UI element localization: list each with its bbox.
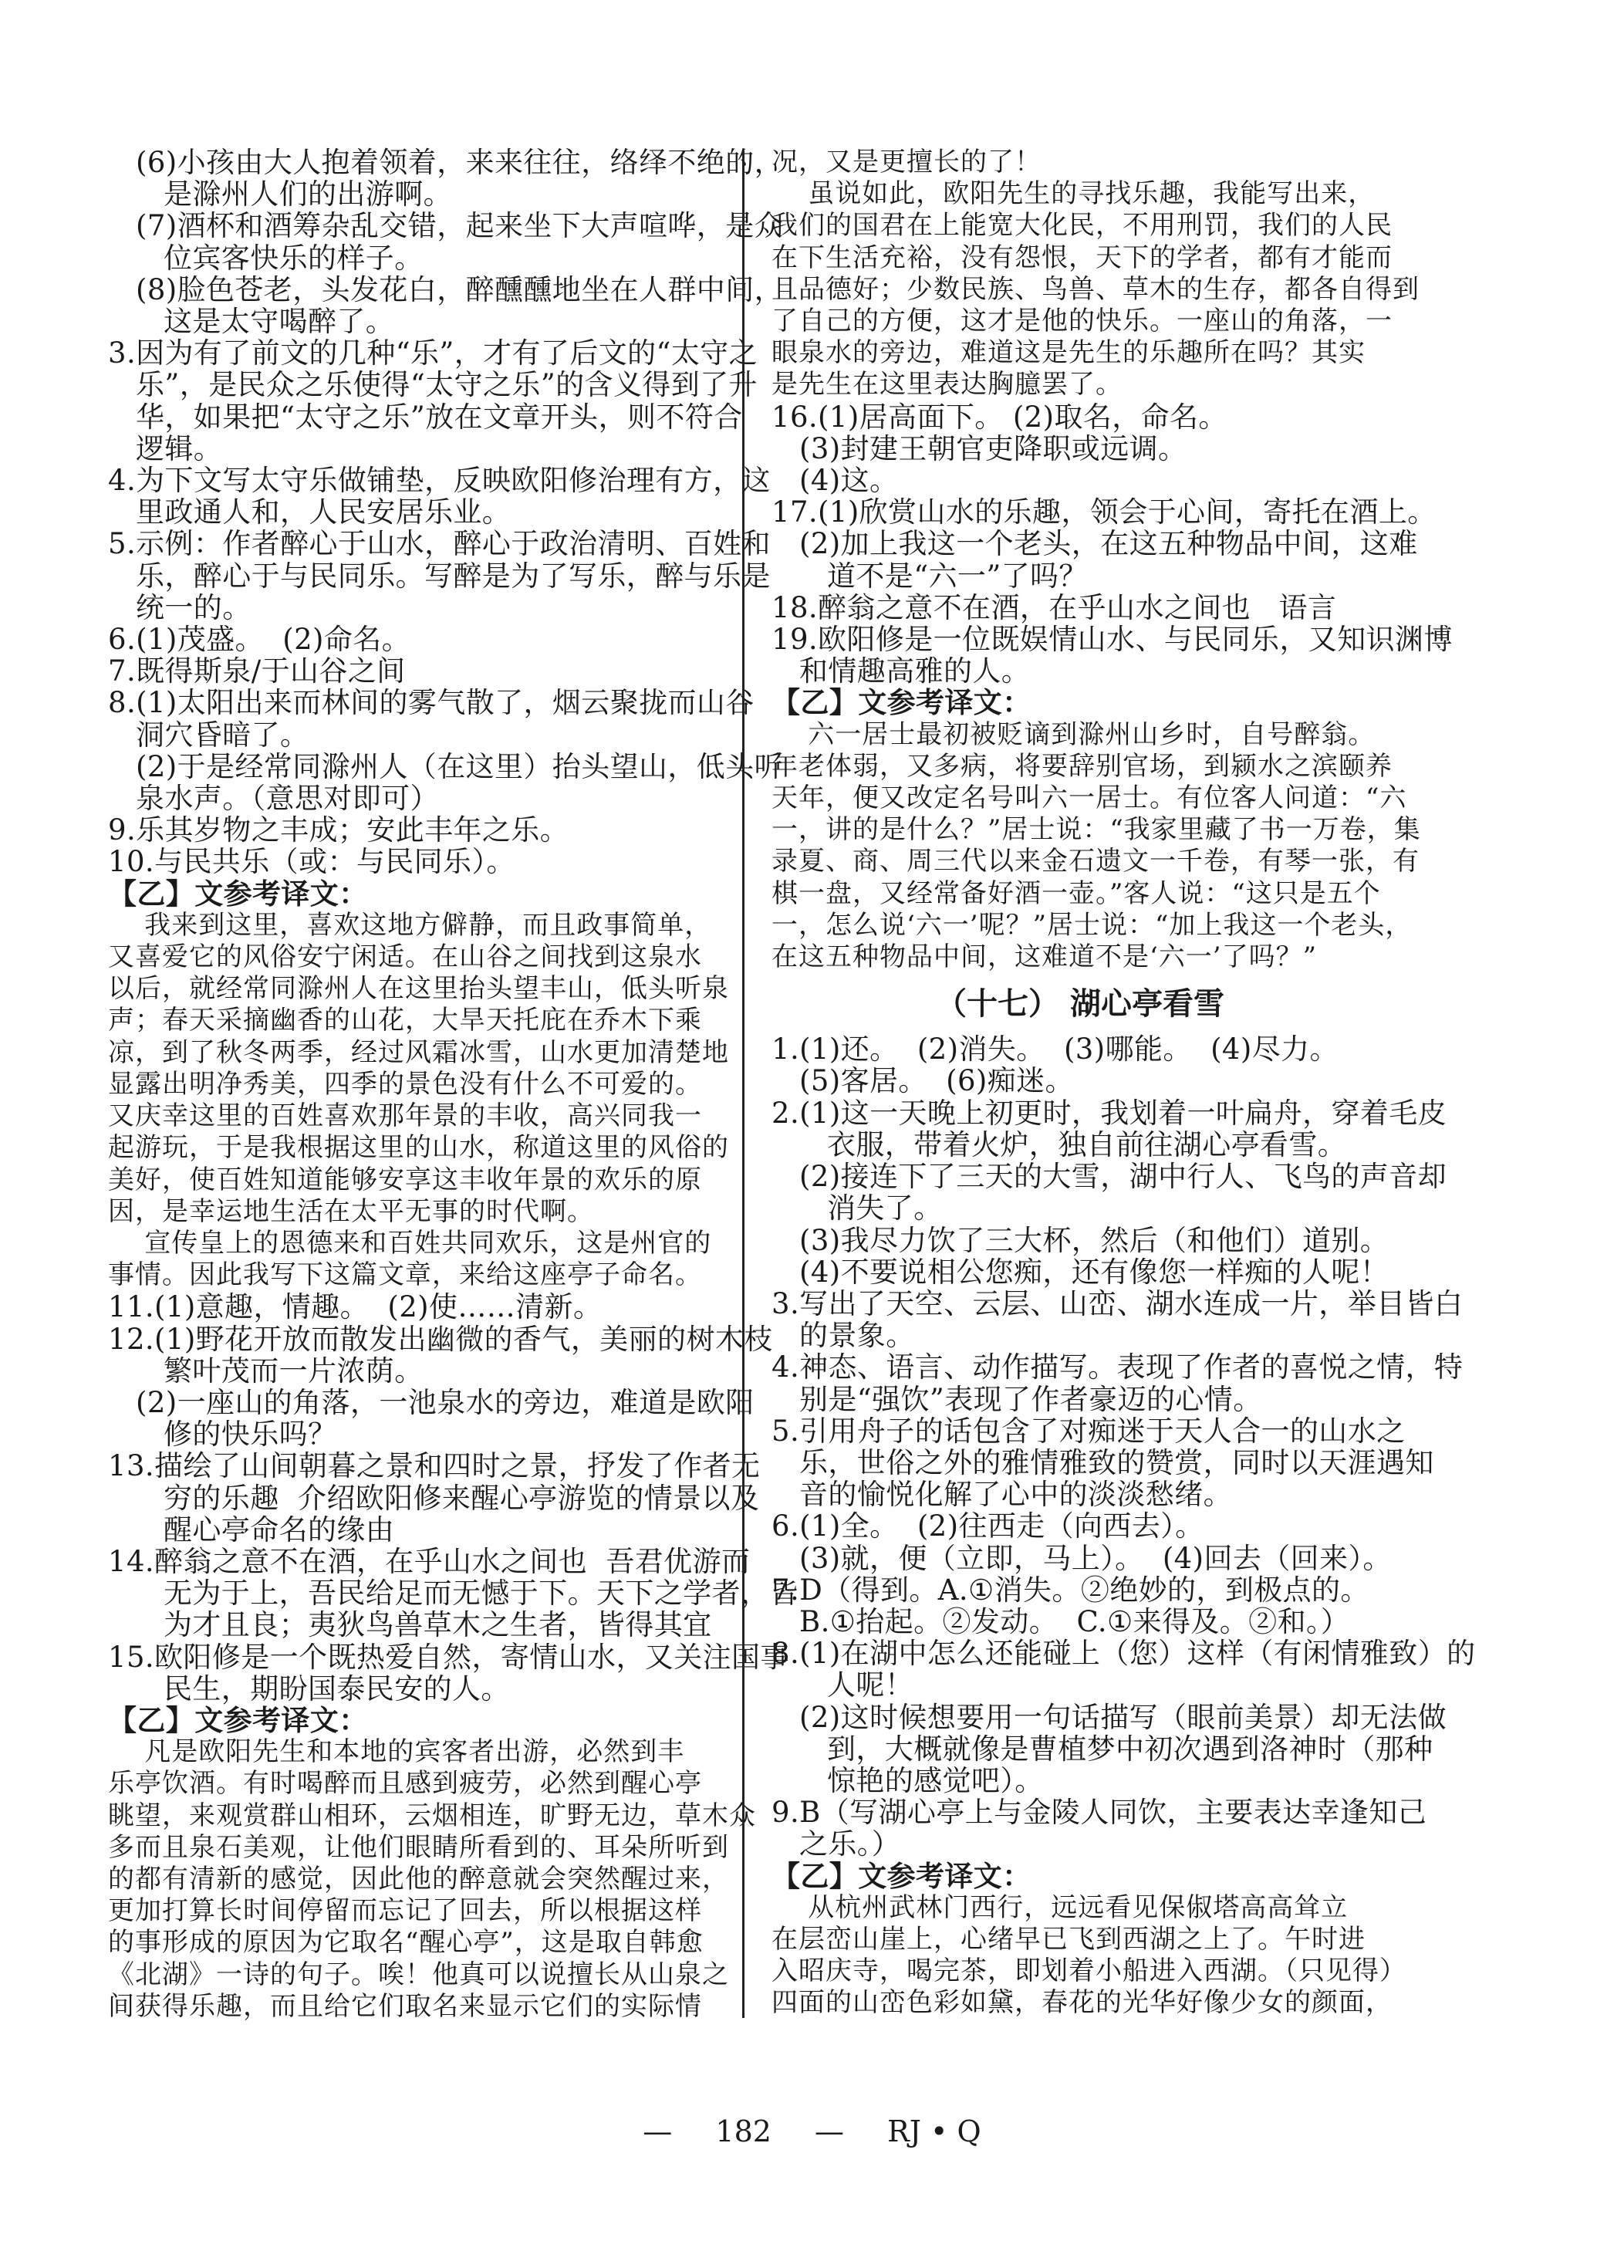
text-line: 之乐。） — [799, 1827, 901, 1861]
text-line: 醒心亭命名的缘由 — [164, 1513, 395, 1546]
text-line: 繁叶茂而一片浓荫。 — [164, 1354, 424, 1388]
text-line: (8)脸色苍老，头发花白，醉醺醺地坐在人群中间， — [136, 272, 784, 306]
text-line: 人呢！ — [827, 1668, 914, 1702]
text-line: 事情。因此我写下这篇文章，来给这座亭子命名。 — [108, 1259, 702, 1291]
text-line: 录夏、商、周三代以来金石遗文一千卷，有琴一张，有 — [771, 846, 1420, 877]
text-line: 以后，就经常同滁州人在这里抬头望丰山，低头听泉 — [108, 973, 729, 1005]
text-line: 【乙】文参考译文： — [108, 877, 368, 911]
text-line: (4)不要说相公您痴，还有像您一样痴的人呢！ — [799, 1255, 1389, 1289]
text-line: 修的快乐吗？ — [164, 1418, 337, 1452]
text-line: 的都有清新的感觉，因此他的醉意就会突然醒过来， — [108, 1863, 729, 1895]
text-line: 年老体弱，又多病，将要辞别官场，到颍水之滨颐养 — [771, 750, 1393, 782]
text-line: (4)这。 — [799, 464, 899, 498]
text-line: 2.(1)这一天晚上初更时，我划着一叶扁舟，穿着毛皮 — [771, 1096, 1447, 1130]
text-line: 又庆幸这里的百姓喜欢那年景的丰收，高兴同我一 — [108, 1100, 702, 1132]
text-line: 入昭庆寺，喝完茶，即划着小船进入西湖。（只见得） — [771, 1955, 1406, 1987]
right-column-answers — [771, 1033, 1476, 2019]
text-line: (3)我尽力饮了三大杯，然后（和他们）道别。 — [799, 1223, 1389, 1257]
text-line: 泉水声。（意思对即可） — [136, 782, 439, 816]
text-line: 9.乐其岁物之丰成；安此丰年之乐。 — [108, 813, 569, 847]
text-line: 14.醉翁之意不在酒，在乎山水之间也 吾君优游而 — [108, 1544, 751, 1578]
text-line: 且品德好；少数民族、鸟兽、草木的生存，都各自得到 — [771, 273, 1420, 305]
text-line: 洞穴昏暗了。 — [136, 718, 309, 752]
text-line: 3.因为有了前文的几种“乐”，才有了后文的“太守之 — [108, 336, 758, 370]
text-line: (7)酒杯和酒筹杂乱交错，起来坐下大声喧哗，是众 — [136, 209, 784, 243]
text-line: 衣服，带着火炉，独自前往湖心亭看雪。 — [827, 1127, 1347, 1161]
text-line: 统一的。 — [136, 590, 252, 624]
text-line: 13.描绘了山间朝暮之景和四时之景，抒发了作者无 — [108, 1449, 761, 1483]
section-title: （十七） 湖心亭看雪 — [936, 986, 1224, 1022]
text-line: 《北湖》一诗的句子。唉！他真可以说擅长从山泉之 — [108, 1959, 729, 1990]
text-line: 音的愉悦化解了心中的淡淡愁绪。 — [799, 1478, 1232, 1512]
right-column-top — [771, 147, 1453, 973]
text-line: 6.(1)全。 (2)往西走（向西去）。 — [771, 1509, 1204, 1543]
text-line: 眺望，来观赏群山相环，云烟相连，旷野无边，草木众 — [108, 1800, 756, 1831]
text-line: 10.与民共乐（或：与民同乐）。 — [108, 845, 515, 879]
text-line: 四面的山峦色彩如黛，春花的光华好像少女的颜面， — [771, 1987, 1393, 2019]
text-line: 况，又是更擅长的了！ — [771, 147, 1042, 177]
text-line: 眼泉水的旁边，难道这是先生的乐趣所在吗？其实 — [771, 337, 1366, 369]
right-column — [771, 147, 1476, 2020]
text-line: 显露出明净秀美，四季的景色没有什么不可爱的。 — [108, 1068, 702, 1100]
text-line: 1.(1)还。 (2)消失。 (3)哪能。 (4)尽力。 — [771, 1033, 1339, 1066]
text-line: 5.引用舟子的话包含了对痴迷于天人合一的山水之 — [771, 1414, 1406, 1448]
text-line: (2)接连下了三天的大雪，湖中行人、飞鸟的声音却 — [799, 1160, 1447, 1194]
text-line: 6.(1)茂盛。 (2)命名。 — [108, 623, 411, 657]
left-column — [108, 146, 798, 2023]
text-line: 为才且良；夷狄鸟兽草木之生者，皆得其宜 — [164, 1608, 712, 1642]
text-line: 5.示例：作者醉心于山水，醉心于政治清明、百姓和 — [108, 527, 771, 561]
text-line: 在这五种物品中间，这难道不是‘六一’了吗？” — [771, 941, 1317, 973]
book-code: RJ • Q — [887, 2114, 981, 2148]
text-line: 更加打算长时间停留而忘记了回去，所以根据这样 — [108, 1895, 702, 1927]
text-line: 是滁州人们的出游啊。 — [164, 177, 452, 211]
text-line: 18.醉翁之意不在酒，在乎山水之间也 语言 — [771, 590, 1337, 624]
text-line: (5)客居。 (6)痴迷。 — [799, 1064, 1074, 1098]
text-line: 起游玩，于是我根据这里的山水，称道这里的风俗的 — [108, 1132, 729, 1164]
text-line: 3.写出了天空、云层、山峦、湖水连成一片，举目皆白 — [771, 1286, 1464, 1320]
text-line: (6)小孩由大人抱着领着，来来往往，络绎不绝的， — [136, 146, 784, 179]
text-line: 棋一盘，又经常备好酒一壶。”客人说：“这只是五个 — [771, 877, 1381, 909]
text-line: 民生，期盼国泰民安的人。 — [164, 1671, 510, 1705]
text-line: (2)一座山的角落，一池泉水的旁边，难道是欧阳 — [136, 1385, 755, 1419]
text-line: 逻辑。 — [136, 431, 223, 465]
text-line: 因，是幸运地生活在太平无事的时代啊。 — [108, 1195, 594, 1227]
text-line: 天年，便又改定名号叫六一居士。有位客人问道：“六 — [771, 782, 1407, 814]
text-line: 是先生在这里表达胸臆罢了。 — [771, 369, 1123, 401]
text-line: 4.为下文写太守乐做铺垫，反映欧阳修治理有方，这 — [108, 464, 771, 498]
text-line: 位宾客快乐的样子。 — [164, 241, 424, 275]
column-divider — [742, 150, 744, 2018]
text-line: (3)就，便（立即，马上）。 (4)回去（回来）。 — [799, 1541, 1392, 1575]
text-line: 从杭州武林门西行，远远看见保俶塔高高耸立 — [771, 1891, 1349, 1923]
text-line: (2)加上我这一个老头，在这五种物品中间，这难 — [799, 527, 1418, 561]
page-footer — [0, 2114, 1624, 2148]
text-line: 里政通人和，人民安居乐业。 — [136, 495, 512, 529]
text-line: 到，大概就像是曹植梦中初次遇到洛神时（那种 — [827, 1732, 1433, 1766]
text-line: 我们的国君在上能宽大化民，不用刑罚，我们的人民 — [771, 210, 1393, 242]
text-line: 8.(1)在湖中怎么还能碰上（您）这样（有闲情雅致）的 — [771, 1637, 1476, 1671]
text-line: 一，讲的是什么？”居士说：“我家里藏了书一万卷，集 — [771, 814, 1421, 846]
text-line: 无为于上，吾民给足而无憾于下。天下之学者，皆 — [164, 1577, 798, 1611]
text-line: 消失了。 — [827, 1191, 943, 1225]
text-line: 乐，世俗之外的雅情雅致的赞赏，同时以天涯遇知 — [799, 1445, 1434, 1479]
text-line: 【乙】文参考译文： — [771, 1859, 1031, 1893]
text-line: 的事形成的原因为它取名“醒心亭”，这是取自韩愈 — [108, 1927, 704, 1959]
text-line: 12.(1)野花开放而散发出幽微的香气，美丽的树木枝 — [108, 1322, 773, 1356]
text-line: 的景象。 — [799, 1319, 915, 1353]
text-line: 【乙】文参考译文： — [108, 1703, 368, 1737]
text-line: 了自己的方便，这才是他的快乐。一座山的角落，一 — [771, 306, 1393, 337]
text-line: 15.欧阳修是一个既热爱自然，寄情山水，又关注国事 — [108, 1640, 789, 1674]
text-line: 7.既得斯泉/于山谷之间 — [108, 654, 406, 688]
text-line: 宣传皇上的恩德来和百姓共同欢乐，这是州官的 — [108, 1227, 712, 1259]
text-line: 多而且泉石美观，让他们眼睛所看到的、耳朵所听到 — [108, 1831, 729, 1863]
text-line: 道不是“六一”了吗？ — [827, 559, 1088, 593]
text-line: 乐，醉心于与民同乐。写醉是为了写乐，醉与乐是 — [136, 559, 771, 593]
text-line: B.①抬起。②发动。 C.①来得及。②和。） — [799, 1604, 1350, 1638]
text-line: (2)于是经常同滁州人（在这里）抬头望山，低头听 — [136, 749, 784, 783]
text-line: 16.(1)居高面下。 (2)取名，命名。 — [771, 400, 1227, 434]
text-line: 华，如果把“太守之乐”放在文章开头，则不符合 — [136, 400, 743, 434]
text-line: 8.(1)太阳出来而林间的雾气散了，烟云聚拢而山谷 — [108, 686, 755, 720]
text-line: 【乙】文参考译文： — [771, 686, 1031, 720]
text-line: 4.神态、语言、动作描写。表现了作者的喜悦之情，特 — [771, 1350, 1464, 1384]
text-line: 美好，使百姓知道能够安享这丰收年景的欢乐的原 — [108, 1164, 702, 1195]
text-line: 在层峦山崖上，心绪早已飞到西湖之上了。午时进 — [771, 1923, 1366, 1955]
footer-dash-left: — — [643, 2114, 673, 2148]
text-line: 我来到这里，喜欢这地方僻静，而且政事简单， — [108, 909, 712, 941]
footer-dash-right: — — [815, 2114, 845, 2148]
text-line: 乐亭饮酒。有时喝醉而且感到疲劳，必然到醒心亭 — [108, 1768, 702, 1800]
text-line: 在下生活充裕，没有怨恨，天下的学者，都有才能而 — [771, 242, 1393, 273]
text-line: 间获得乐趣，而且给它们取名来显示它们的实际情 — [108, 1990, 702, 2022]
text-line: 穷的乐趣 介绍欧阳修来醒心亭游览的情景以及 — [164, 1481, 760, 1515]
text-line: 别是“强饮”表现了作者豪迈的心情。 — [799, 1382, 1262, 1416]
text-line: 凡是欧阳先生和本地的宾客者出游，必然到丰 — [108, 1736, 685, 1768]
text-line: 17.(1)欣赏山水的乐趣，领会于心间，寄托在酒上。 — [771, 495, 1437, 529]
text-line: 和情趣高雅的人。 — [799, 654, 1031, 688]
text-line: 声；春天采摘幽香的山花，大旱天托庇在乔木下乘 — [108, 1005, 702, 1036]
text-line: 19.欧阳修是一位既娱情山水、与民同乐，又知识渊博 — [771, 623, 1453, 657]
text-line: 11.(1)意趣，情趣。 (2)使……清新。 — [108, 1290, 603, 1324]
text-line: 乐”，是民众之乐使得“太守之乐”的含义得到了升 — [136, 368, 758, 402]
text-line: 惊艳的感觉吧）。 — [827, 1763, 1044, 1797]
text-line: 又喜爱它的风俗安宁闲适。在山谷之间找到这泉水 — [108, 941, 702, 973]
text-line: (3)封建王朝官吏降职或远调。 — [799, 431, 1187, 465]
text-line: 7.D（得到。A.①消失。②绝妙的，到极点的。 — [771, 1573, 1369, 1607]
text-line: 凉，到了秋冬两季，经过风霜冰雪，山水更加清楚地 — [108, 1036, 729, 1068]
text-line: (2)这时候想要用一句话描写（眼前美景）却无法做 — [799, 1700, 1447, 1734]
text-line: 9.B（写湖心亭上与金陵人同饮，主要表达幸逢知己 — [771, 1796, 1427, 1830]
text-line: 六一居士最初被贬谪到滁州山乡时，自号醉翁。 — [771, 718, 1376, 750]
text-line: 这是太守喝醉了。 — [164, 305, 395, 339]
page-number: 182 — [715, 2114, 771, 2148]
text-line: 一，怎么说‘六一’呢？”居士说：“加上我这一个老头， — [771, 909, 1413, 941]
text-line: 虽说如此，欧阳先生的寻找乐趣，我能写出来， — [771, 178, 1376, 210]
